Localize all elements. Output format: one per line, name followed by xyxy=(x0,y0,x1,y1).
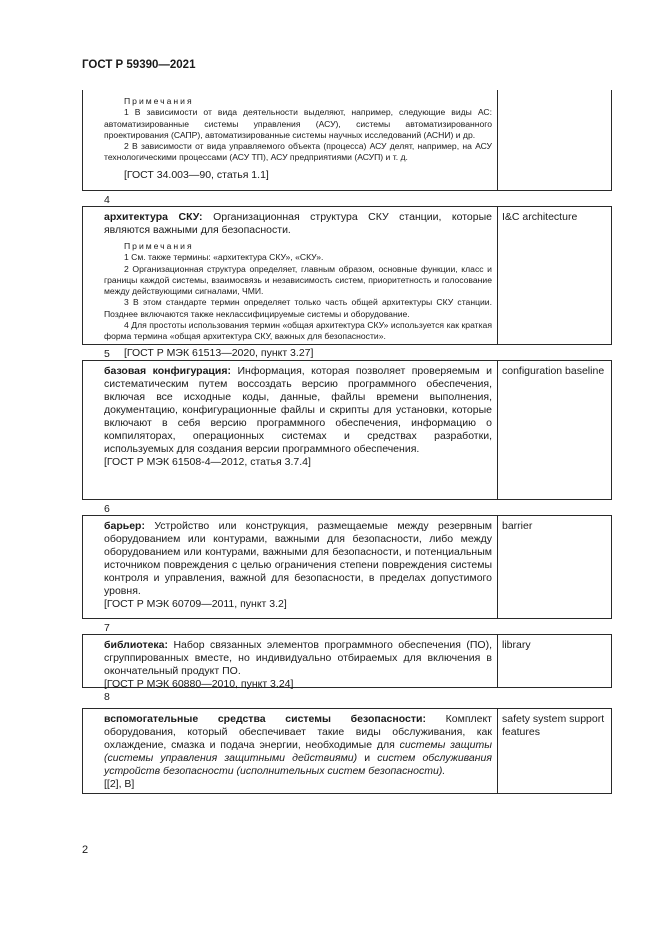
source-reference: [ГОСТ 34.003—90, статья 1.1] xyxy=(124,168,269,181)
source-reference: [[2], B] xyxy=(104,778,135,790)
term-name: барьер: xyxy=(104,520,145,532)
source-reference: [ГОСТ Р МЭК 61508-4—2012, статья 3.7.4] xyxy=(104,456,311,468)
note-1: 1 В зависимости от вида деятельности выделяют, например, следующие виды АС: автоматизированные системы управления (АСУ), системы автоматизированного проектирования (САПР), автоматизированные системы научных исследований (АСНИ) и др. xyxy=(104,107,492,140)
term-name: библиотека: xyxy=(104,639,169,651)
note-3: 3 В этом стандарте термин определяет только часть общей архитектуры СКУ станции. Позднее включаются также некласcифицируемые системы и оборудование. xyxy=(104,297,492,319)
english-term: safety system support features xyxy=(502,713,605,738)
column-divider xyxy=(497,361,498,499)
entry-number: 4 xyxy=(104,194,110,206)
term-entry xyxy=(82,360,612,500)
term-entry xyxy=(82,206,612,359)
source-reference: [ГОСТ Р МЭК 60880—2010, пункт 3.24] xyxy=(104,678,294,690)
term-definition-part-1: Комплект оборудования, который обеспечивает такие виды обслуживания, как охлаждение, смазка и подача энергии, необходимые для xyxy=(104,713,492,751)
entry-number: 5 xyxy=(104,348,110,360)
term-definition-italic-2: систем обслуживания устройств безопасности (исполнительных систем безопасности). xyxy=(104,752,492,777)
term-definition: Устройство или конструкция, размещаемые между резервным оборудованием или контурами, важными для безопасности, либо между оборудованием или контурами, важными для безопасности, и потенциальным источником повреждения с целью ограничения степени повреждения системы контроля и управления, важной для безопасности, в пределах допустимого уровня. xyxy=(104,520,492,597)
term-definition-italic-1: системы защиты (системы управления защитными действиями) xyxy=(104,739,492,764)
page-number: 2 xyxy=(82,844,89,856)
term-entry xyxy=(82,515,612,619)
notes-heading: Примечания xyxy=(124,96,194,106)
term-name: архитектура СКУ: xyxy=(104,211,203,223)
entry-number: 7 xyxy=(104,622,110,634)
note-4: 4 Для простоты использования термин «общая архитектура СКУ» используется как краткая форма термина «общая архитектура СКУ, важных для безопасности». xyxy=(104,320,492,342)
term-entry-continued xyxy=(82,90,612,191)
english-term: barrier xyxy=(502,520,533,532)
column-divider xyxy=(497,635,498,687)
term-entry xyxy=(82,708,612,794)
english-term: I&C architecture xyxy=(502,211,578,223)
source-reference: [ГОСТ Р МЭК 60709—2011, пункт 3.2] xyxy=(104,598,287,610)
document-header: ГОСТ Р 59390—2021 xyxy=(82,59,196,71)
term-entry xyxy=(82,634,612,688)
entry-number: 8 xyxy=(104,691,110,703)
term-definition-part-2: и xyxy=(364,752,371,764)
term-definition: Информация, которая позволяет проверяемым и систематическим путем воссоздать версию программного обеспечения, включая все исходные коды, данные, файлы времени выполнения, документацию, конфигурационные файлы и скрипты для установки, которые включают в себя версию программного обеспечения, информацию о компиляторах, операционных системах и средствах разработки, используемых для создания версии программного обеспечения. xyxy=(104,365,492,455)
english-term: configuration baseline xyxy=(502,365,605,377)
term-definition: Набор связанных элементов программного обеспечения (ПО), сгруппированных вместе, но индивидуально отбираемых для включения в окончательный продукт ПО. xyxy=(104,639,492,677)
column-divider xyxy=(497,516,498,618)
term-name: базовая конфигурация: xyxy=(104,365,231,377)
note-2: 2 Организационная структура определяет, главным образом, основные функции, класс и границы каждой системы, взаимосвязь и независимость систем, приоритетность и голосование между действующими сигналами, ЧМИ. xyxy=(104,263,492,297)
term-name: вспомогательные средства системы безопасности: xyxy=(104,713,426,725)
column-divider xyxy=(497,207,498,344)
column-divider xyxy=(497,709,498,793)
column-divider xyxy=(497,90,498,190)
term-definition: Организационная структура СКУ станции, которые являются важными для безопасности. xyxy=(104,211,492,236)
notes-heading: Примечания xyxy=(124,241,194,251)
note-2: 2 В зависимости от вида управляемого объекта (процесса) АСУ делят, например, на АСУ технологическими процессами (АСУ ТП), АСУ предприятиями (АСУП) и т. д. xyxy=(104,141,492,163)
entry-number: 6 xyxy=(104,503,110,515)
source-reference: [ГОСТ Р МЭК 61513—2020, пункт 3.27] xyxy=(124,346,314,359)
note-1: 1 См. также термины: «архитектура СКУ», «СКУ». xyxy=(124,252,324,263)
english-term: library xyxy=(502,639,531,651)
